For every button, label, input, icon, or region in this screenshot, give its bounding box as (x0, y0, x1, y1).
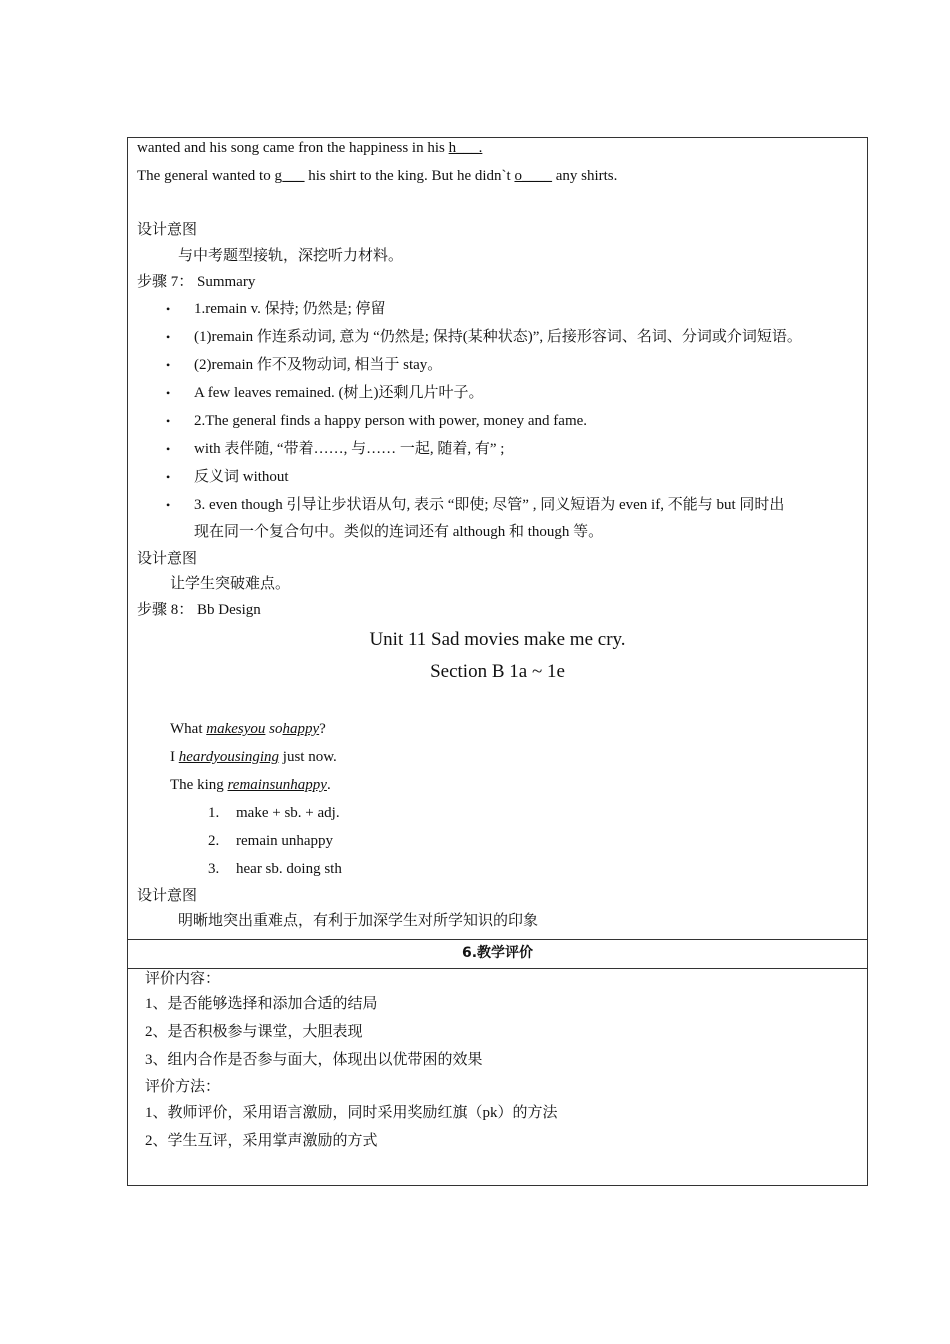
summary-item: (2)remain 作不及物动词, 相当于 stay。 (194, 357, 443, 373)
listening-blank-line-2 (137, 166, 617, 186)
design-intent-text-2: 让学生突破难点。 (170, 576, 291, 592)
sentence-text: The king (170, 777, 228, 793)
point-number: 1. (208, 805, 220, 821)
evaluation-method-item: 2、学生互评，采用掌声激励的方式 (145, 1133, 378, 1149)
sentence-highlight: happy (282, 721, 320, 737)
listening-blank-line-1 (137, 138, 482, 158)
sentence-highlight: makesyou (206, 721, 266, 737)
bullet-dot: • (166, 358, 171, 372)
teaching-steps-cell (128, 138, 867, 940)
summary-item: 1.remain v. 保持; 仍然是; 停留 (194, 301, 386, 317)
evaluation-method-item: 1、教师评价，采用语言激励，同时采用奖励红旗（pk）的方法 (145, 1105, 558, 1121)
evaluation-content-item: 1、是否能够选择和添加合适的结局 (145, 996, 378, 1012)
summary-item: with 表伴随, “带着……, 与…… 一起, 随着, 有” ; (194, 441, 505, 457)
sentence-text: so (265, 721, 283, 737)
bullet-dot: • (166, 302, 171, 316)
blank-g: g___ (274, 168, 305, 184)
blank-h: h___. (448, 140, 483, 156)
design-intent-label-3: 设计意图 (137, 888, 198, 904)
evaluation-heading-cell (128, 939, 867, 969)
sentence-text: . (326, 777, 331, 793)
board-subtitle: Section B 1a ~ 1e (430, 661, 565, 682)
sentence-highlight: remainsunhappy (227, 777, 327, 793)
step-8-heading: 步骤 8： Bb Design (137, 602, 261, 618)
line-text-b: his shirt to the king. But he didn`t (304, 168, 515, 184)
lesson-plan-table (127, 137, 868, 1186)
step-7-heading: 步骤 7： Summary (137, 274, 256, 290)
line-text-c: any shirts. (551, 168, 618, 184)
board-sentence-3 (170, 775, 331, 795)
bullet-dot: • (166, 414, 171, 428)
line-text-a: The general wanted to (137, 168, 275, 184)
board-sentence-1 (170, 719, 326, 739)
point-text: make + sb. + adj. (236, 805, 340, 821)
bullet-dot: • (166, 330, 171, 344)
summary-item: (1)remain 作连系动词, 意为 “仍然是; 保持(某种状态)”, 后接形容词、名词、分词或介词短语。 (194, 329, 802, 345)
sentence-highlight: heardyousinging (178, 749, 280, 765)
blank-o: o____ (514, 168, 552, 184)
summary-item: A few leaves remained. (树上)还剩几片叶子。 (194, 385, 484, 401)
line-text: wanted and his song came fron the happiness in his (137, 140, 449, 156)
point-number: 2. (208, 833, 220, 849)
bullet-dot: • (166, 386, 171, 400)
board-point-2 (208, 831, 333, 851)
evaluation-method-label: 评价方法： (145, 1079, 221, 1095)
summary-item: 3. even though 引导让步状语从句, 表示 “即使; 尽管” , 同义短语为 even if, 不能与 but 同时出 (194, 497, 785, 513)
design-intent-text-3: 明晰地突出重难点，有利于加深学生对所学知识的印象 (178, 913, 539, 929)
board-point-3 (208, 859, 342, 879)
board-title: Unit 11 Sad movies make me cry. (369, 629, 626, 650)
evaluation-content-item: 3、组内合作是否参与面大，体现出以优带困的效果 (145, 1052, 483, 1068)
point-text: remain unhappy (236, 833, 334, 849)
summary-item-continued: 现在同一个复合句中。类似的连词还有 although 和 though 等。 (194, 524, 604, 540)
summary-item: 反义词 without (194, 469, 289, 485)
sentence-text: What (170, 721, 207, 737)
bullet-dot: • (166, 442, 171, 456)
board-point-1 (208, 803, 340, 823)
point-text: hear sb. doing sth (236, 861, 342, 877)
board-sentence-2 (170, 747, 337, 767)
evaluation-content-label: 评价内容： (145, 971, 221, 987)
sentence-text: I (170, 749, 179, 765)
sentence-text: ? (319, 721, 326, 737)
design-intent-label-2: 设计意图 (137, 551, 198, 567)
evaluation-heading: 6.教学评价 (461, 945, 534, 961)
sentence-text: just now. (279, 749, 337, 765)
bullet-dot: • (166, 470, 171, 484)
summary-item: 2.The general finds a happy person with power, money and fame. (194, 413, 588, 429)
bullet-dot: • (166, 498, 171, 512)
design-intent-label-1: 设计意图 (137, 222, 198, 238)
evaluation-content-cell (128, 968, 867, 1186)
point-number: 3. (208, 861, 220, 877)
evaluation-content-item: 2、是否积极参与课堂，大胆表现 (145, 1024, 363, 1040)
design-intent-text-1: 与中考题型接轨，深挖听力材料。 (178, 248, 404, 264)
